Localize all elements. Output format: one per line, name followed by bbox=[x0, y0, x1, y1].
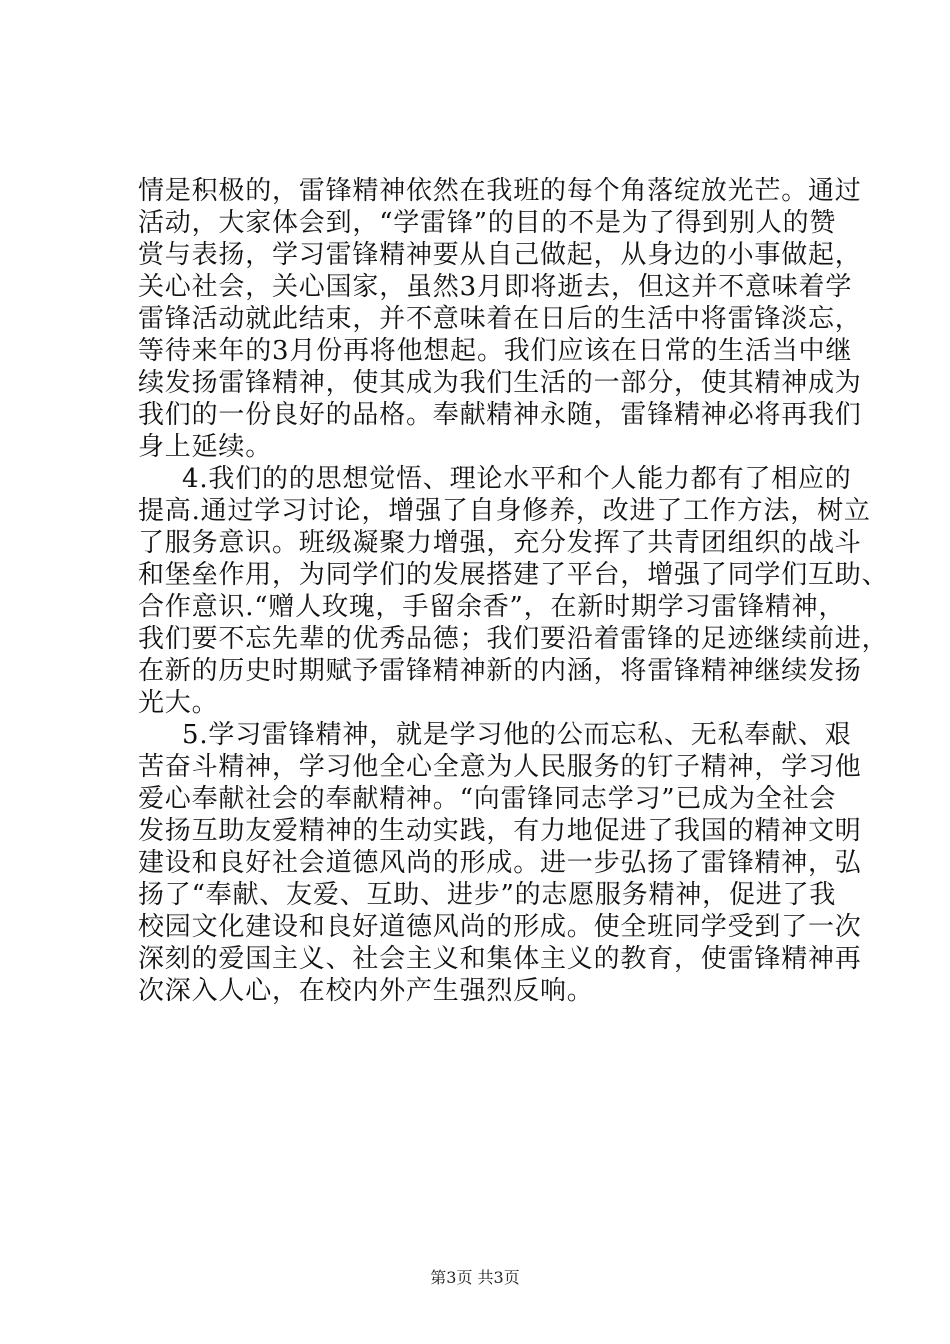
text-line: 提高.通过学习讨论，增强了自身修养，改进了工作方法，树立 bbox=[138, 496, 871, 526]
document-body bbox=[138, 175, 889, 1007]
text-line: 苦奋斗精神，学习他全心全意为人民服务的钉子精神，学习他 bbox=[138, 752, 862, 782]
text-line: 发扬互助友爱精神的生动实践，有力地促进了我国的精神文明 bbox=[138, 816, 862, 846]
text-line: 情是积极的，雷锋精神依然在我班的每个角落绽放光芒。通过 bbox=[138, 176, 862, 206]
text-line: 和堡垒作用，为同学们的发展搭建了平台，增强了同学们互助、 bbox=[138, 560, 889, 590]
text-line: 在新的历史时期赋予雷锋精神新的内涵，将雷锋精神继续发扬 bbox=[138, 656, 862, 686]
text-line: 续发扬雷锋精神，使其成为我们生活的一部分，使其精神成为 bbox=[138, 368, 862, 398]
text-line: 扬了“奉献、友爱、互助、进步”的志愿服务精神，促进了我 bbox=[138, 880, 837, 910]
text-line: 爱心奉献社会的奉献精神。“向雷锋同志学习”已成为全社会 bbox=[138, 784, 837, 814]
text-line: 活动，大家体会到，“学雷锋”的目的不是为了得到别人的赞 bbox=[138, 208, 837, 238]
text-line: 合作意识.“赠人玫瑰，手留余香”，在新时期学习雷锋精神， bbox=[138, 592, 846, 622]
text-line: 建设和良好社会道德风尚的形成。进一步弘扬了雷锋精神，弘 bbox=[138, 848, 862, 878]
text-line: 光大。 bbox=[138, 688, 219, 718]
text-line: 身上延续。 bbox=[138, 432, 273, 462]
text-line: 我们的一份良好的品格。奉献精神永随，雷锋精神必将再我们 bbox=[138, 400, 862, 430]
text-line: 关心社会，关心国家，虽然3月即将逝去，但这并不意味着学 bbox=[138, 272, 853, 302]
page-footer: 第3页 共3页 bbox=[430, 1268, 520, 1287]
text-line: 赏与表扬，学习雷锋精神要从自己做起，从身边的小事做起， bbox=[138, 240, 862, 270]
text-line: 雷锋活动就此结束，并不意味着在日后的生活中将雷锋淡忘， bbox=[138, 304, 862, 334]
paragraph-first-line: 5.学习雷锋精神，就是学习他的公而忘私、无私奉献、艰 bbox=[182, 720, 852, 750]
text-line: 等待来年的3月份再将他想起。我们应该在日常的生活当中继 bbox=[138, 336, 853, 366]
text-line: 了服务意识。班级凝聚力增强，充分发挥了共青团组织的战斗 bbox=[138, 528, 862, 558]
paragraph-first-line: 4.我们的的思想觉悟、理论水平和个人能力都有了相应的 bbox=[182, 464, 852, 494]
text-line: 次深入人心，在校内外产生强烈反响。 bbox=[138, 976, 594, 1006]
text-line: 校园文化建设和良好道德风尚的形成。使全班同学受到了一次 bbox=[138, 912, 862, 942]
text-line: 深刻的爱国主义、社会主义和集体主义的教育，使雷锋精神再 bbox=[138, 944, 862, 974]
text-line: 我们要不忘先辈的优秀品德；我们要沿着雷锋的足迹继续前进， bbox=[138, 624, 889, 654]
